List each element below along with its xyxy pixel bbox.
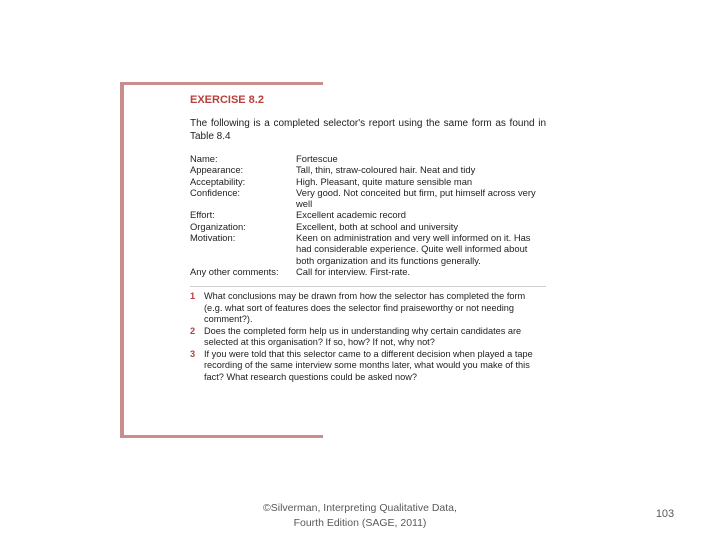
question-item bbox=[190, 291, 546, 326]
question-number: 2 bbox=[190, 325, 196, 336]
field-value-comments: Call for interview. First-rate. bbox=[296, 265, 411, 277]
citation-line-1: ©Silverman, Interpreting Qualitative Data, bbox=[263, 502, 457, 514]
field-label-name: Name: bbox=[190, 153, 218, 164]
field-value-organization: Excellent, both at school and university bbox=[296, 220, 459, 232]
question-text: If you were told that this selector came to a different decision when played a tape recording of the same interview some months later, what would you make of this fact? What research questions could be asked now? bbox=[204, 348, 533, 382]
field-label-organization: Organization: bbox=[190, 220, 246, 232]
exercise-content bbox=[190, 93, 546, 383]
field-label-comments: Any other comments: bbox=[190, 265, 279, 277]
question-number: 3 bbox=[190, 348, 196, 359]
field-row bbox=[190, 153, 546, 164]
question-text: What conclusions may be drawn from how the selector has completed the form (e.g. what sort of features does the selector find praiseworthy or not needing comment?). bbox=[204, 291, 526, 325]
question-text: Does the completed form help us in understanding why certain candidates are selected at this organisation? If so, how? If not, why not? bbox=[204, 325, 522, 348]
field-value-motivation: Keen on administration and very well informed on it. Has had considerable experience. Quite well informed about both organization and its functions generally. bbox=[296, 232, 531, 266]
exercise-intro: The following is a completed selector's report using the same form as found in Table 8.4 bbox=[190, 118, 546, 142]
exercise-box-border-left bbox=[120, 82, 124, 438]
field-value-name: Fortescue bbox=[296, 153, 338, 164]
question-list bbox=[190, 286, 546, 383]
page-number: 103 bbox=[655, 508, 675, 520]
field-row bbox=[190, 209, 546, 220]
exercise-box-border-top bbox=[120, 82, 323, 85]
field-value-acceptability: High. Pleasant, quite mature sensible man bbox=[296, 175, 473, 187]
field-label-confidence: Confidence: bbox=[190, 186, 241, 198]
footer-citation bbox=[245, 501, 475, 531]
question-number: 1 bbox=[190, 291, 196, 302]
question-item bbox=[190, 349, 546, 384]
field-row bbox=[190, 232, 546, 266]
field-value-confidence: Very good. Not conceited but firm, put himself across very well bbox=[296, 186, 536, 210]
field-row bbox=[190, 164, 546, 175]
citation-line-2: Fourth Edition (SAGE, 2011) bbox=[293, 517, 427, 529]
field-value-appearance: Tall, thin, straw-coloured hair. Neat and tidy bbox=[296, 164, 476, 176]
field-row bbox=[190, 176, 546, 187]
field-label-acceptability: Acceptability: bbox=[190, 175, 246, 187]
report-fields bbox=[190, 153, 546, 277]
field-row bbox=[190, 266, 546, 277]
field-label-appearance: Appearance: bbox=[190, 164, 244, 176]
exercise-box-border-bottom bbox=[120, 435, 323, 438]
field-row bbox=[190, 187, 546, 210]
field-value-effort: Excellent academic record bbox=[296, 209, 406, 221]
field-label-effort: Effort: bbox=[190, 209, 215, 221]
field-label-motivation: Motivation: bbox=[190, 232, 236, 244]
question-item bbox=[190, 326, 546, 349]
exercise-title: EXERCISE 8.2 bbox=[190, 94, 264, 106]
field-row bbox=[190, 221, 546, 232]
